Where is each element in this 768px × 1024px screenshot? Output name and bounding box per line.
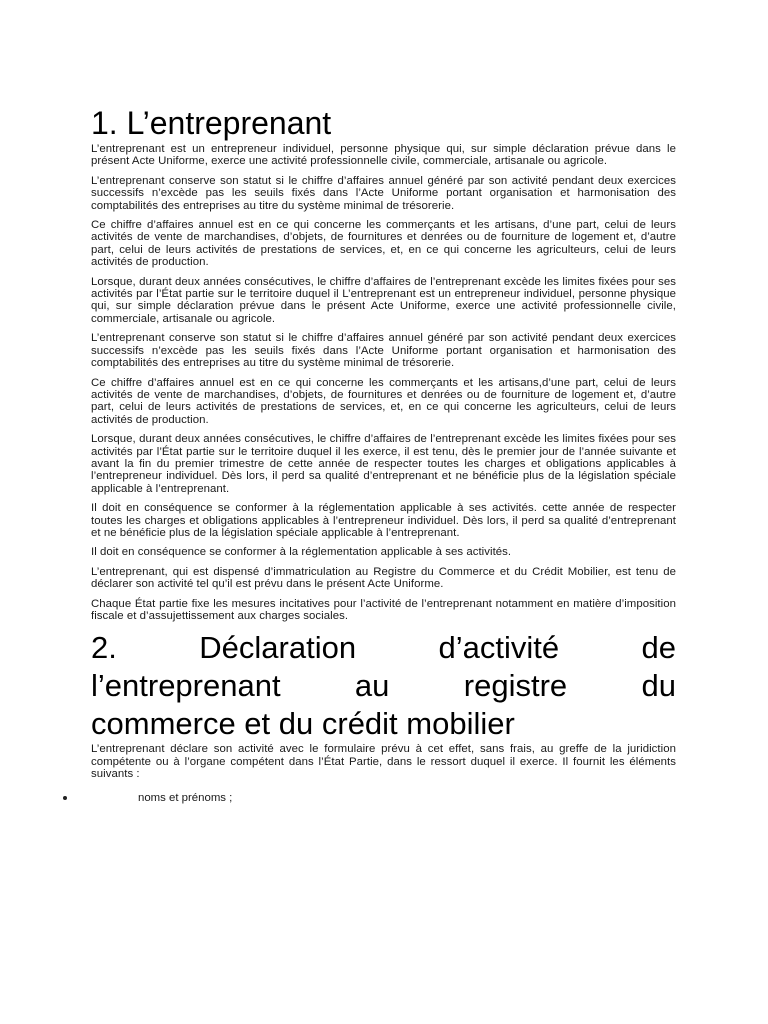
section-1-paragraph: L’entreprenant conserve son statut si le chiffre d’affaires annuel généré par son activité pendant deux exercices successifs n’excède pas les seuils fixés dans l’Acte Uniforme portant organisation et harmonisation des comptabilités des entreprises au titre du système minimal de trésorerie. xyxy=(91,174,676,212)
section-2-title-line: commerce et du crédit mobilier xyxy=(91,706,515,742)
document-page xyxy=(91,103,676,805)
section-1-paragraph: Lorsque, durant deux années consécutives, le chiffre d’affaires de l’entreprenant excède les limites fixées pour ses activités par l’État partie sur le territoire duquel il les exerce, il est tenu, dès le premier jour de l’année suivante et avant la fin du premier trimestre de cette année de respecter toutes les charges et obligations applicables à l’entrepreneur individuel. Dès lors, il perd sa qualité d’entreprenant et ne bénéficie plus de la législation spéciale applicable à l’entreprenant. xyxy=(91,433,676,495)
section-1-paragraph: L’entreprenant conserve son statut si le chiffre d’affaires annuel généré par son activité pendant deux exercices successifs n’excède pas les seuils fixés dans l’Acte Uniforme portant organisation et harmonisation des comptabilités des entreprises au titre du système minimal de trésorerie. xyxy=(91,332,676,370)
section-2-title-line: l’entreprenant au registre du xyxy=(91,668,676,704)
section-1-paragraph: Ce chiffre d’affaires annuel est en ce qui concerne les commerçants et les artisans,d’une part, celui de leurs activités de vente de marchandises, d’objets, de fournitures et denrées ou de fourniture de logement et, d’autre part, celui de leurs activités de prestations de services, et, en ce qui concerne les agriculteurs, celui de leurs activités de production. xyxy=(91,376,676,426)
section-1-paragraph: Il doit en conséquence se conformer à la réglementation applicable à ses activités. xyxy=(91,546,512,559)
section-1-paragraph: L’entreprenant, qui est dispensé d’immatriculation au Registre du Commerce et du Crédit Mobilier, est tenu de déclarer son activité tel qu’il est prévu dans le présent Acte Uniforme. xyxy=(91,565,676,591)
section-2-title xyxy=(91,629,676,743)
element-list xyxy=(91,791,676,805)
section-2-title-line: 2. Déclaration d’activité de xyxy=(91,630,676,666)
section-1-paragraph: L’entreprenant est un entrepreneur individuel, personne physique qui, sur simple déclaration prévue dans le présent Acte Uniforme, exerce une activité professionnelle civile, commerciale, artisanale ou agricole. xyxy=(91,143,676,168)
bullet-icon xyxy=(63,796,67,800)
section-1-paragraph: Chaque État partie fixe les mesures incitatives pour l’activité de l’entreprenant notamment en matière d’imposition fiscale et d’assujettissement aux charges sociales. xyxy=(91,597,676,622)
section-1-paragraph: Il doit en conséquence se conformer à la réglementation applicable à ses activités. cette année de respecter toutes les charges et obligations applicables à l’entrepreneur individuel. Dès lors, il perd sa qualité d’entreprenant et ne bénéficie plus de la législation spéciale applicable à l’entreprenant. xyxy=(91,502,676,539)
section-2-paragraph: L’entreprenant déclare son activité avec le formulaire prévu à cet effet, sans frais, au greffe de la juridiction compétente ou à l’organe compétent dans l’État Partie, dans le ressort duquel il exerce. Il fournit les éléments suivants : xyxy=(91,743,676,781)
section-1-title: 1. L’entreprenant xyxy=(91,105,332,141)
list-item xyxy=(91,791,676,805)
section-1-paragraph: Ce chiffre d’affaires annuel est en ce qui concerne les commerçants et les artisans, d’une part, celui de leurs activités de vente de marchandises, d’objets, de fournitures et denrées ou de fourniture de logement et, d’autre part, celui de leurs activités de prestations de services, et, en ce qui concerne les agriculteurs, celui de leurs activités de production. xyxy=(91,219,676,269)
section-1-paragraph: Lorsque, durant deux années consécutives, le chiffre d’affaires de l’entreprenant excède les limites fixées pour ses activités par l’État partie sur le territoire duquel il L’entreprenant est un entrepreneur individuel, personne physique qui, sur simple déclaration prévue dans le présent Acte Uniforme, exerce une activité professionnelle civile, commerciale, artisanale ou agricole. xyxy=(91,275,676,325)
list-item-text: noms et prénoms ; xyxy=(138,791,233,804)
